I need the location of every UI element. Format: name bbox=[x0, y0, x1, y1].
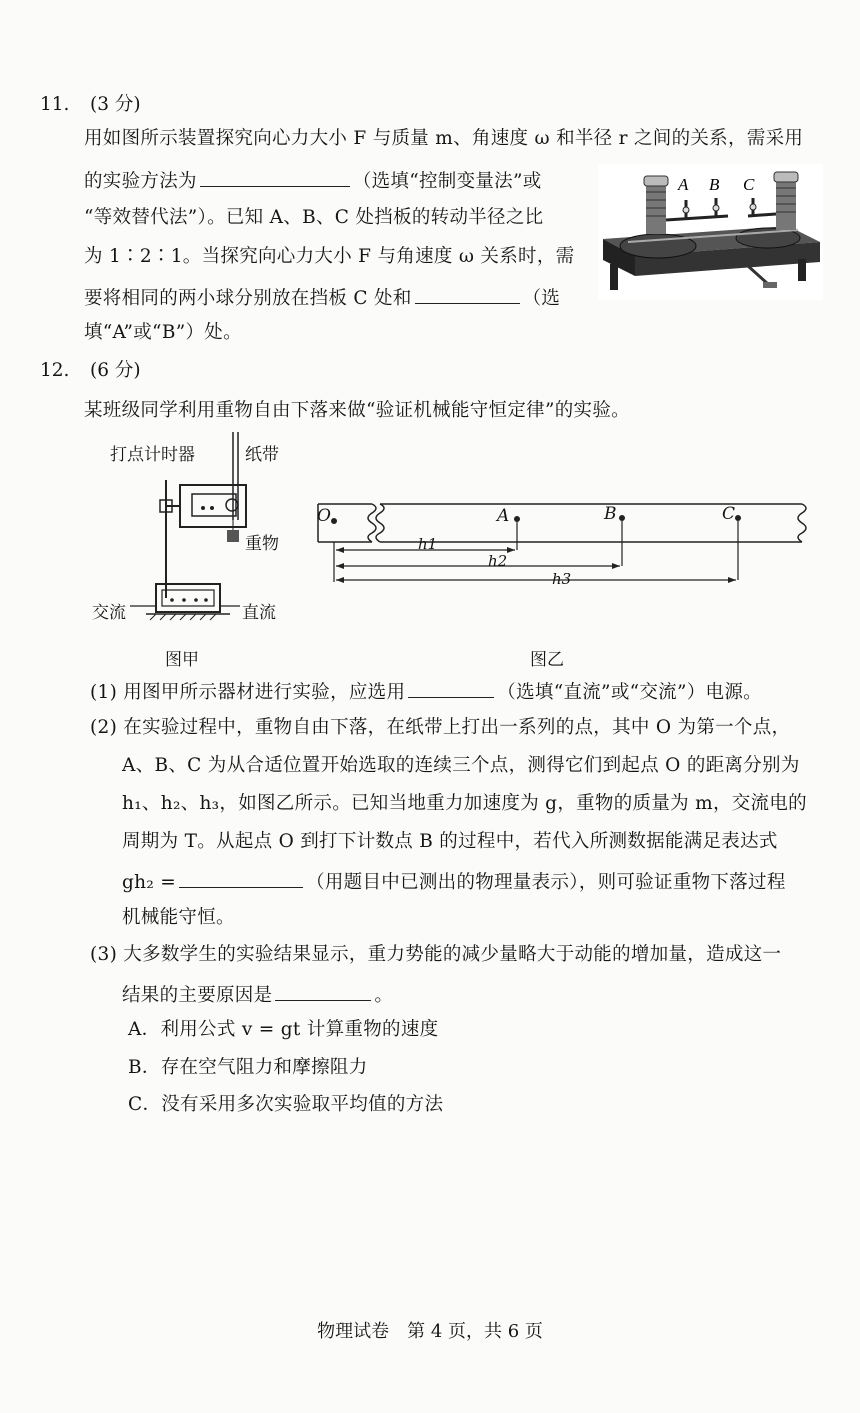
q12-intro: 某班级同学利用重物自由下落来做“验证机械能守恒定律”的实验。 bbox=[84, 400, 630, 421]
q12-part3-line2-text-b: 。 bbox=[374, 985, 394, 1006]
q11-line5-text-a: 要将相同的两小球分别放在挡板 C 处和 bbox=[84, 288, 412, 309]
q12-part1-text-b: （选填“直流”或“交流”）电源。 bbox=[497, 682, 762, 703]
label-timer: 打点计时器 bbox=[110, 445, 195, 465]
page-footer: 物理试卷 第 4 页，共 6 页 bbox=[317, 1321, 543, 1342]
q11-blank-1[interactable] bbox=[200, 166, 350, 187]
option-a[interactable]: A．利用公式 v = gt 计算重物的速度 bbox=[128, 1019, 439, 1040]
tape-label-h3: h3 bbox=[552, 570, 572, 588]
q12-points: (6 分) bbox=[90, 360, 141, 381]
q11-blank-2[interactable] bbox=[415, 283, 520, 304]
tape-point-o: O bbox=[317, 506, 331, 526]
q12-part2-line3: h₁、h₂、h₃，如图乙所示。已知当地重力加速度为 g，重物的质量为 m，交流电的 bbox=[122, 793, 807, 814]
q11-line5-text-b: （选 bbox=[522, 288, 561, 309]
q12-part3-line2 bbox=[122, 980, 393, 1009]
q11-line2-text-a: 的实验方法为 bbox=[84, 171, 197, 192]
q11-line1: 用如图所示装置探究向心力大小 F 与质量 m、角速度 ω 和半径 r 之间的关系，需采用 bbox=[84, 128, 804, 149]
tape-label-h1: h1 bbox=[418, 535, 438, 553]
q11-line6: 填“A”或“B”）处。 bbox=[84, 322, 242, 343]
q12-part2-line6: 机械能守恒。 bbox=[122, 907, 235, 928]
q12-part2-line5-text-b: （用题目中已测出的物理量表示），则可验证重物下落过程 bbox=[306, 872, 786, 893]
photo-label-c: C bbox=[743, 175, 755, 194]
figure-b-caption: 图乙 bbox=[530, 650, 564, 670]
q12-part2-line1: (2) 在实验过程中，重物自由下落，在纸带上打出一系列的点，其中 O 为第一个点， bbox=[90, 717, 791, 738]
photo-label-b: B bbox=[709, 175, 720, 194]
q11-points: (3 分) bbox=[90, 94, 141, 115]
tape-point-b: B bbox=[604, 504, 617, 524]
centripetal-apparatus-image bbox=[598, 164, 823, 300]
q11-line2 bbox=[84, 166, 542, 195]
q12-part1-text-a: (1) 用图甲所示器材进行实验，应选用 bbox=[90, 682, 406, 703]
q11-line4: 为 1∶2∶1。当探究向心力大小 F 与角速度 ω 关系时，需 bbox=[84, 246, 575, 267]
q12-part1 bbox=[90, 677, 762, 706]
q12-blank-2[interactable] bbox=[179, 867, 303, 888]
q12-part3-line2-text-a: 结果的主要原因是 bbox=[122, 985, 273, 1006]
tape-point-c: C bbox=[722, 504, 736, 524]
q12-number: 12. bbox=[40, 360, 70, 381]
photo-label-a: A bbox=[678, 175, 689, 194]
q11-line5 bbox=[84, 283, 560, 312]
q12-part2-line5 bbox=[122, 867, 786, 896]
label-tape: 纸带 bbox=[245, 445, 279, 465]
q11-line3: “等效替代法”）。已知 A、B、C 处挡板的转动半径之比 bbox=[84, 207, 544, 228]
option-b[interactable]: B．存在空气阻力和摩擦阻力 bbox=[128, 1057, 368, 1078]
q12-part3-line1: (3) 大多数学生的实验结果显示，重力势能的减少量略大于动能的增加量，造成这一 bbox=[90, 944, 782, 965]
tape-point-a: A bbox=[497, 506, 510, 526]
q12-part2-line2: A、B、C 为从合适位置开始选取的连续三个点，测得它们到起点 O 的距离分别为 bbox=[122, 755, 800, 776]
q12-blank-1[interactable] bbox=[408, 677, 494, 698]
option-c[interactable]: C．没有采用多次实验取平均值的方法 bbox=[128, 1094, 444, 1115]
label-dc: 直流 bbox=[242, 603, 276, 623]
tape-label-h2: h2 bbox=[488, 552, 508, 570]
label-weight: 重物 bbox=[245, 534, 279, 554]
q12-part2-line5-text-a: gh₂ = bbox=[122, 872, 177, 893]
q11-number: 11. bbox=[40, 94, 70, 115]
label-ac: 交流 bbox=[92, 603, 126, 623]
q12-blank-3[interactable] bbox=[275, 980, 371, 1001]
q12-part2-line4: 周期为 T。从起点 O 到打下计数点 B 的过程中，若代入所测数据能满足表达式 bbox=[122, 831, 778, 852]
figure-a-caption: 图甲 bbox=[165, 650, 199, 670]
q11-line2-text-b: （选填“控制变量法”或 bbox=[352, 171, 542, 192]
